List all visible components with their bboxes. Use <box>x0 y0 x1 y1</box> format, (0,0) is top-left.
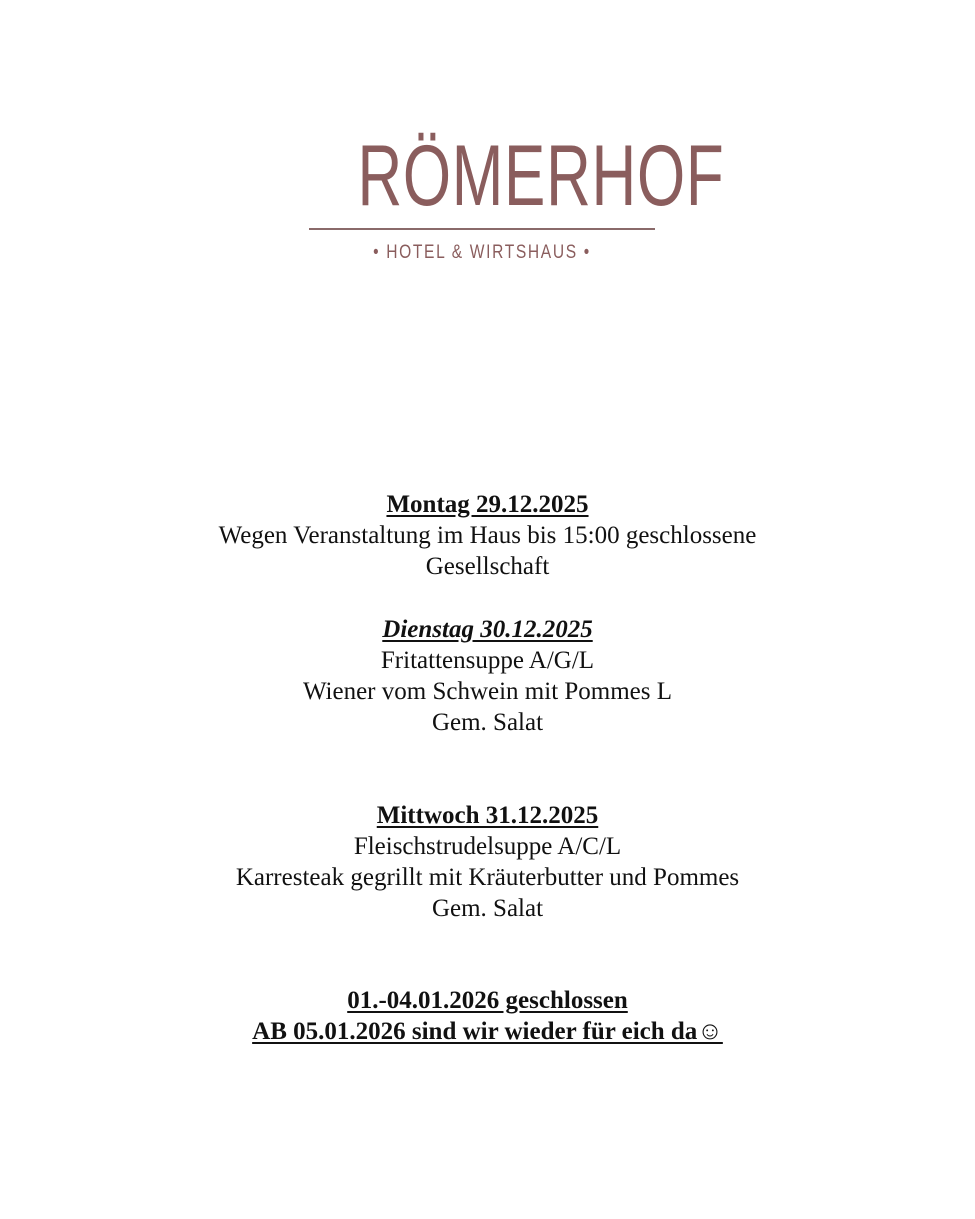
menu-item: Gem. Salat <box>431 709 544 736</box>
day-tuesday <box>0 614 975 738</box>
logo-title: RÖMERHOF <box>357 128 725 224</box>
day-line: Gesellschaft <box>425 553 550 580</box>
menu-item: Karresteak gegrillt mit Kräuterbutter und Pommes <box>235 864 740 891</box>
closed-notice: 01.-04.01.2026 geschlossen <box>347 987 628 1014</box>
logo-divider <box>309 228 655 230</box>
day-heading: Mittwoch 31.12.2025 <box>376 802 599 829</box>
closure-notice <box>0 985 975 1047</box>
day-wednesday <box>0 800 975 924</box>
menu-item: Wiener vom Schwein mit Pommes L <box>302 678 673 705</box>
logo <box>309 128 725 263</box>
menu-item: Gem. Salat <box>431 895 544 922</box>
day-heading: Dienstag 30.12.2025 <box>382 616 593 643</box>
menu-item: Fritattensuppe A/G/L <box>380 647 595 674</box>
menu-item: Fleischstrudelsuppe A/C/L <box>353 833 622 860</box>
day-line: Wegen Veranstaltung im Haus bis 15:00 geschlossene <box>218 522 757 549</box>
day-monday <box>0 489 975 582</box>
logo-subtitle: • HOTEL & WIRTSHAUS • <box>373 242 591 263</box>
day-heading: Montag 29.12.2025 <box>386 491 589 518</box>
reopen-notice: AB 05.01.2026 sind wir wieder für eich da☺ <box>252 1018 723 1045</box>
